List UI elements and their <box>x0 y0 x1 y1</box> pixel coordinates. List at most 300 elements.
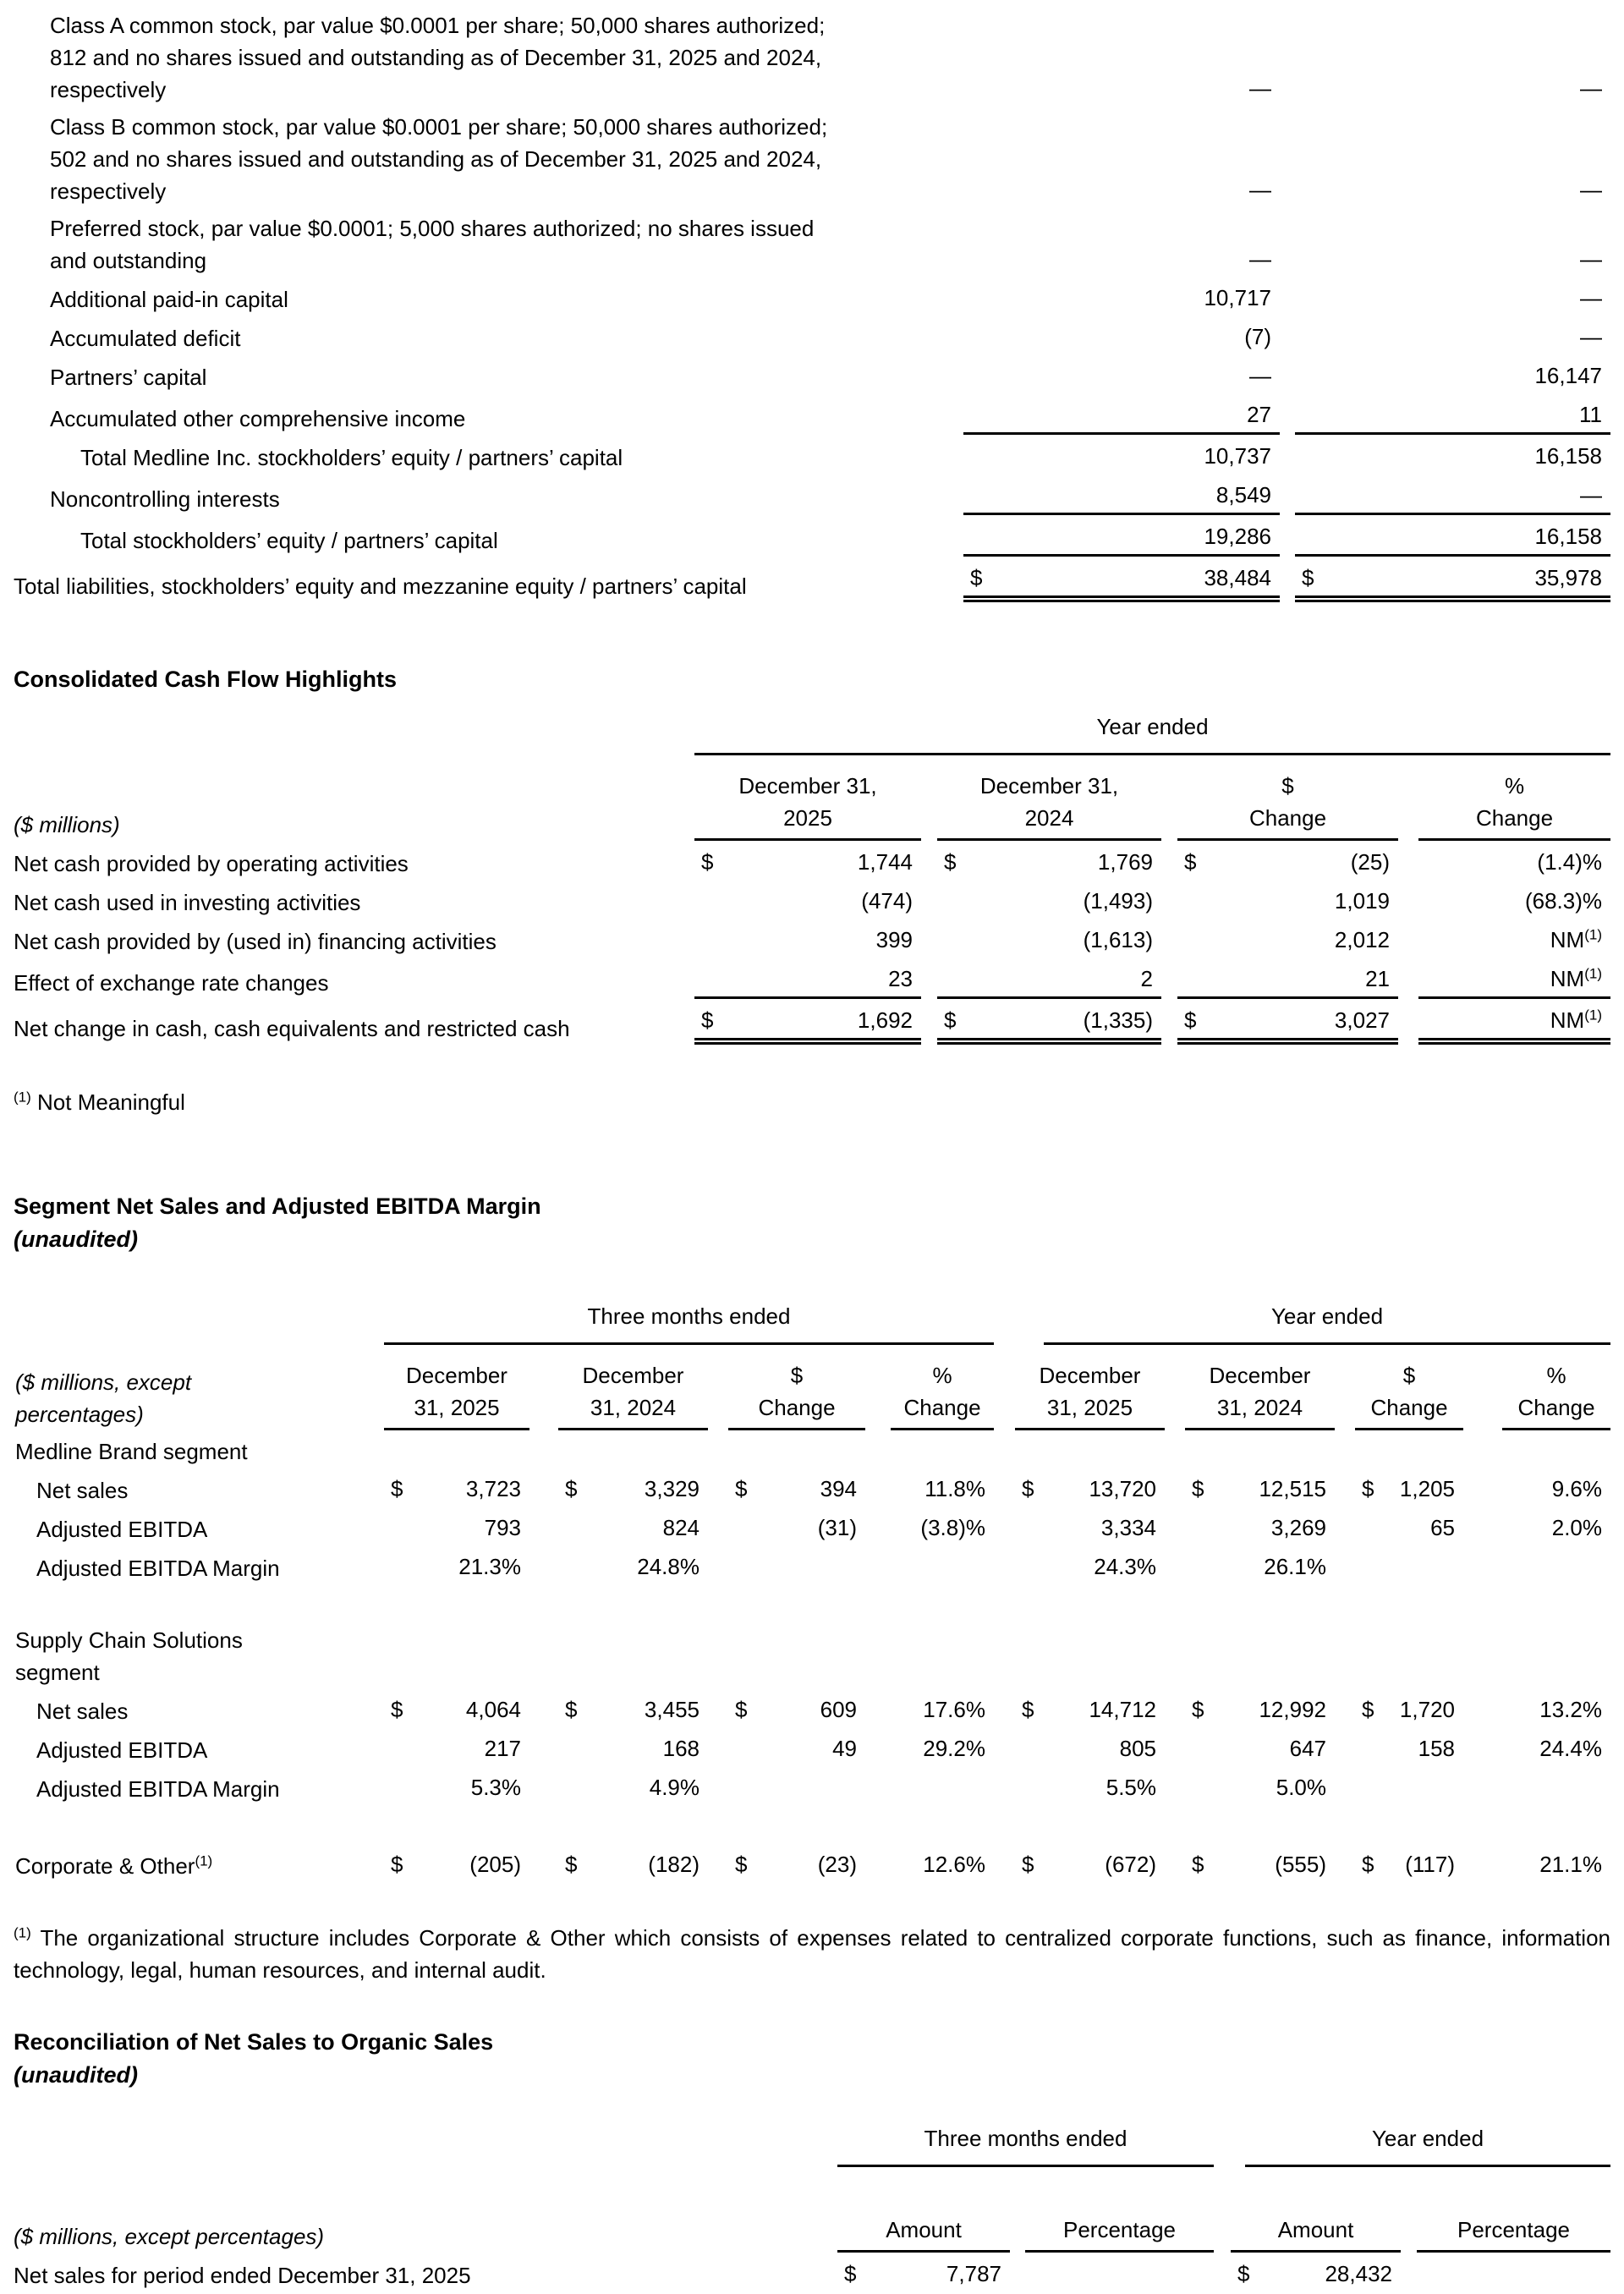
value-cell <box>963 318 1280 357</box>
column-header: December 31, 2024 <box>1165 1347 1335 1433</box>
cell-value: (182) <box>648 1852 700 1877</box>
cell-value: 28,432 <box>1325 2261 1392 2286</box>
column-header-row <box>14 1347 1610 1433</box>
column-header: Percentage <box>1010 2170 1214 2255</box>
cell-value: 26.1% <box>1264 1554 1326 1579</box>
cell-value: 609 <box>820 1697 857 1722</box>
cell-value: 24.3% <box>1094 1554 1156 1579</box>
value-cell <box>529 1587 708 1691</box>
table-row <box>14 882 1610 921</box>
cell-value: 10,717 <box>1204 285 1271 310</box>
value-cell <box>1398 960 1610 1002</box>
table-row <box>14 960 1610 1002</box>
cell-value: (68.3)% <box>1524 888 1602 914</box>
cash-flow-section <box>14 662 1624 1118</box>
cell-value: 5.0% <box>1276 1775 1326 1800</box>
value-cell <box>963 437 1280 476</box>
cell-value: 1,720 <box>1399 1697 1455 1722</box>
column-header: December 31, 2025 <box>384 1347 529 1433</box>
value-cell <box>1165 1509 1335 1548</box>
cell-value: 3,027 <box>1334 1007 1390 1033</box>
footnote-ref: (1) <box>195 1852 213 1869</box>
cell-value: 217 <box>484 1736 521 1761</box>
row-label: Effect of exchange rate changes <box>14 970 329 996</box>
cell-value: 10,737 <box>1204 443 1271 469</box>
value-cell <box>1165 1808 1335 1885</box>
cell-value: (205) <box>469 1852 521 1877</box>
value-cell <box>1280 437 1610 476</box>
value-cell <box>963 210 1280 279</box>
value-cell <box>529 1433 708 1470</box>
unaudited-note: (unaudited) <box>14 2062 138 2088</box>
currency-symbol: $ <box>565 1697 578 1722</box>
cell-value: 38,484 <box>1204 565 1271 590</box>
currency-symbol: $ <box>1022 1697 1034 1722</box>
column-header: Amount <box>837 2170 1010 2255</box>
spanner-row <box>14 1298 1610 1347</box>
cell-value: 5.5% <box>1106 1775 1156 1800</box>
table-row <box>14 437 1610 476</box>
value-cell <box>1398 1002 1610 1047</box>
value-cell <box>384 1769 529 1808</box>
value-cell <box>384 1730 529 1769</box>
cell-value: 168 <box>662 1736 700 1761</box>
cell-value: 3,269 <box>1270 1515 1326 1540</box>
unaudited-note: (unaudited) <box>14 1227 138 1252</box>
cell-value: 19,286 <box>1204 524 1271 549</box>
cell-value: 9.6% <box>1551 1476 1602 1501</box>
value-cell <box>529 1509 708 1548</box>
value-cell <box>1165 1433 1335 1470</box>
cell-value: 3,329 <box>644 1476 700 1501</box>
value-cell <box>708 1769 865 1808</box>
column-header: Amount <box>1214 2170 1401 2255</box>
value-cell <box>384 1808 529 1885</box>
value-cell <box>994 1769 1165 1808</box>
value-cell <box>963 357 1280 396</box>
cell-value: — <box>1580 177 1602 202</box>
value-cell <box>865 1433 994 1470</box>
value-cell <box>1398 921 1610 960</box>
reconciliation-section <box>14 2025 1624 2294</box>
value-cell <box>384 1509 529 1548</box>
table-row <box>14 210 1610 279</box>
value-cell <box>1161 843 1398 882</box>
column-header: December 31, 2024 <box>921 758 1161 843</box>
value-cell <box>963 518 1280 559</box>
spanner-row <box>14 2120 1610 2170</box>
cash-flow-table <box>14 708 1610 1047</box>
column-header: December 31, 2024 <box>529 1347 708 1433</box>
currency-symbol: $ <box>1192 1476 1204 1501</box>
value-cell <box>529 1470 708 1509</box>
currency-symbol: $ <box>1362 1697 1374 1722</box>
cell-value: 16,158 <box>1534 524 1602 549</box>
currency-symbol: $ <box>735 1476 748 1501</box>
value-cell <box>921 882 1161 921</box>
value-cell <box>1335 1509 1463 1548</box>
value-cell <box>921 960 1161 1002</box>
cell-value: (1,335) <box>1083 1007 1153 1033</box>
table-row <box>14 843 1610 882</box>
cell-value: 23 <box>888 966 913 991</box>
units-note: ($ millions) <box>14 812 120 837</box>
value-cell <box>529 1808 708 1885</box>
value-cell <box>994 1433 1165 1470</box>
table-row <box>14 1433 1610 1470</box>
value-cell <box>865 1509 994 1548</box>
value-cell <box>1463 1769 1610 1808</box>
cell-value: 1,744 <box>857 849 913 875</box>
cell-value: 3,455 <box>644 1697 700 1722</box>
cell-value: — <box>1249 246 1271 272</box>
value-cell <box>1463 1587 1610 1691</box>
row-label: Total liabilities, stockholders’ equity and mezzanine equity / partners’ capital <box>14 574 747 599</box>
cell-value: 399 <box>875 927 913 952</box>
footnote-ref: (1) <box>1584 965 1602 982</box>
value-cell <box>865 1691 994 1730</box>
value-cell <box>1280 108 1610 210</box>
row-label: Accumulated other comprehensive income <box>50 406 466 431</box>
spanner-row <box>14 708 1610 758</box>
value-cell <box>694 1002 921 1047</box>
table-row <box>14 1587 1610 1691</box>
table-row <box>14 1691 1610 1730</box>
value-cell <box>1463 1509 1610 1548</box>
currency-symbol: $ <box>1184 1007 1197 1033</box>
row-label: Additional paid-in capital <box>50 287 288 312</box>
cell-value: (1,493) <box>1083 888 1153 914</box>
three-months-spanner: Three months ended <box>837 2120 1214 2170</box>
row-label: Medline Brand segment <box>15 1439 248 1464</box>
column-header-row <box>14 758 1610 843</box>
cell-value: 12.6% <box>923 1852 985 1877</box>
value-cell <box>694 960 921 1002</box>
value-cell <box>708 1808 865 1885</box>
table-row <box>14 357 1610 396</box>
currency-symbol: $ <box>844 2261 857 2286</box>
value-cell <box>994 1470 1165 1509</box>
table-row <box>14 1730 1610 1769</box>
cell-value: (555) <box>1275 1852 1326 1877</box>
table-row <box>14 318 1610 357</box>
value-cell <box>384 1587 529 1691</box>
value-cell <box>1463 1808 1610 1885</box>
column-header: Percentage <box>1401 2170 1610 2255</box>
value-cell <box>1165 1769 1335 1808</box>
cell-value: 2.0% <box>1551 1515 1602 1540</box>
cell-value: NM$^{(1)}$ <box>1550 965 1602 991</box>
cell-value: (31) <box>817 1515 857 1540</box>
cell-value: 1,019 <box>1334 888 1390 914</box>
section-title: Consolidated Cash Flow Highlights <box>14 667 398 692</box>
cell-value: 12,515 <box>1259 1476 1326 1501</box>
cell-value: (23) <box>817 1852 857 1877</box>
value-cell <box>1280 318 1610 357</box>
cell-value: 1,769 <box>1097 849 1153 875</box>
cell-value: 4,064 <box>465 1697 521 1722</box>
row-label: Net cash used in investing activities <box>14 890 361 915</box>
value-cell <box>1214 2255 1401 2294</box>
units-note: ($ millions, except percentages) <box>14 2224 325 2249</box>
section-title: Segment Net Sales and Adjusted EBITDA Margin <box>14 1194 541 1219</box>
value-cell <box>994 1587 1165 1691</box>
table-row <box>14 559 1610 605</box>
table-row <box>14 476 1610 518</box>
cell-value: — <box>1249 363 1271 388</box>
section-title: Reconciliation of Net Sales to Organic Sales <box>14 2029 494 2055</box>
year-ended-spanner: Year ended <box>1214 2120 1610 2170</box>
currency-symbol: $ <box>1022 1476 1034 1501</box>
value-cell <box>921 1002 1161 1047</box>
value-cell <box>865 1548 994 1587</box>
cell-value: 8,549 <box>1215 482 1271 508</box>
value-cell <box>708 1548 865 1587</box>
cell-value: 11.8% <box>924 1476 985 1501</box>
currency-symbol: $ <box>1362 1852 1374 1877</box>
value-cell <box>1335 1808 1463 1885</box>
cell-value: 21 <box>1365 966 1390 991</box>
value-cell <box>1463 1433 1610 1470</box>
value-cell <box>1161 1002 1398 1047</box>
value-cell <box>1463 1548 1610 1587</box>
value-cell <box>708 1470 865 1509</box>
value-cell <box>994 1808 1165 1885</box>
cell-value: (474) <box>861 888 913 914</box>
table-row <box>14 108 1610 210</box>
column-header: $ Change <box>1161 758 1398 843</box>
value-cell <box>837 2255 1010 2294</box>
value-cell <box>1280 357 1610 396</box>
cell-value: NM$^{(1)}$ <box>1550 1007 1602 1033</box>
row-label: Net sales for period ended December 31, 2025 <box>14 2263 471 2288</box>
row-label: Net sales <box>36 1478 129 1503</box>
row-label: Total stockholders’ equity / partners’ capital <box>80 528 498 553</box>
column-header: % Change <box>1398 758 1610 843</box>
value-cell <box>1335 1691 1463 1730</box>
value-cell <box>921 921 1161 960</box>
value-cell <box>865 1470 994 1509</box>
value-cell <box>1280 396 1610 437</box>
value-cell <box>384 1548 529 1587</box>
value-cell <box>1463 1730 1610 1769</box>
cell-value: 24.4% <box>1539 1736 1602 1761</box>
value-cell <box>1280 7 1610 108</box>
value-cell <box>1165 1691 1335 1730</box>
currency-symbol: $ <box>391 1476 403 1501</box>
value-cell <box>963 559 1280 605</box>
cell-value: (1.4)% <box>1537 849 1602 875</box>
table-row <box>14 1548 1610 1587</box>
equity-table <box>14 7 1610 605</box>
row-label: Net sales <box>36 1699 129 1724</box>
value-cell <box>1280 210 1610 279</box>
column-header-row <box>14 2170 1610 2255</box>
cell-value: (672) <box>1105 1852 1156 1877</box>
value-cell <box>529 1691 708 1730</box>
value-cell <box>1401 2255 1610 2294</box>
value-cell <box>963 279 1280 318</box>
table-row <box>14 396 1610 437</box>
value-cell <box>994 1509 1165 1548</box>
column-header: % Change <box>1463 1347 1610 1433</box>
value-cell <box>694 921 921 960</box>
column-header: December 31, 2025 <box>994 1347 1165 1433</box>
row-label: Supply Chain Solutions segment <box>15 1627 243 1685</box>
currency-symbol: $ <box>391 1697 403 1722</box>
currency-symbol: $ <box>701 849 714 875</box>
cell-value: 2,012 <box>1334 927 1390 952</box>
currency-symbol: $ <box>735 1697 748 1722</box>
value-cell <box>1165 1470 1335 1509</box>
value-cell <box>1165 1548 1335 1587</box>
row-label: Adjusted EBITDA Margin <box>36 1776 280 1802</box>
table-row <box>14 1470 1610 1509</box>
value-cell <box>1161 882 1398 921</box>
value-cell <box>865 1808 994 1885</box>
cell-value: (25) <box>1350 849 1390 875</box>
value-cell <box>529 1769 708 1808</box>
segment-section <box>14 1189 1624 1986</box>
currency-symbol: $ <box>565 1852 578 1877</box>
cell-value: 11 <box>1579 402 1602 427</box>
value-cell <box>994 1691 1165 1730</box>
value-cell <box>1280 559 1610 605</box>
value-cell <box>708 1730 865 1769</box>
cell-value: 12,992 <box>1259 1697 1326 1722</box>
cell-value: — <box>1580 246 1602 272</box>
row-label: Class B common stock, par value $0.0001 per share; 50,000 shares authorized; 502 and no shares issued and outstanding as of December 31, 2025 and 2024, respectively <box>50 114 828 204</box>
row-label: Accumulated deficit <box>50 326 241 351</box>
column-header: $ Change <box>708 1347 865 1433</box>
cell-value: 27 <box>1247 402 1271 427</box>
currency-symbol: $ <box>565 1476 578 1501</box>
row-label: Partners’ capital <box>50 365 207 390</box>
value-cell <box>865 1730 994 1769</box>
table-row <box>14 1509 1610 1548</box>
value-cell <box>994 1730 1165 1769</box>
value-cell <box>1161 921 1398 960</box>
cell-value: 3,334 <box>1100 1515 1156 1540</box>
cell-value: 647 <box>1289 1736 1326 1761</box>
value-cell <box>1010 2255 1214 2294</box>
cell-value: 35,978 <box>1534 565 1602 590</box>
value-cell <box>1335 1548 1463 1587</box>
cell-value: 21.3% <box>458 1554 521 1579</box>
table-row <box>14 2255 1610 2294</box>
footnote-ref: (1) <box>1584 926 1602 943</box>
cell-value: 65 <box>1430 1515 1455 1540</box>
column-header: % Change <box>865 1347 994 1433</box>
value-cell <box>708 1509 865 1548</box>
currency-symbol: $ <box>1192 1852 1204 1877</box>
value-cell <box>1463 1470 1610 1509</box>
cell-value: 1,692 <box>857 1007 913 1033</box>
value-cell <box>1280 279 1610 318</box>
cell-value: 21.1% <box>1539 1852 1602 1877</box>
value-cell <box>963 396 1280 437</box>
cell-value: 805 <box>1119 1736 1156 1761</box>
currency-symbol: $ <box>1362 1476 1374 1501</box>
value-cell <box>1463 1691 1610 1730</box>
table-row <box>14 1808 1610 1885</box>
value-cell <box>1398 843 1610 882</box>
cell-value: 49 <box>832 1736 857 1761</box>
segment-table <box>14 1298 1610 1885</box>
cell-value: 1,205 <box>1399 1476 1455 1501</box>
footnote-corporate-other: $^{(1)}$ The organizational structure includes Corporate & Other which consists of expenses related to centralized corporate functions, such as finance, information technology, legal, human resources, and internal audit. <box>14 1924 1610 1983</box>
value-cell <box>708 1587 865 1691</box>
value-cell <box>529 1548 708 1587</box>
value-cell <box>865 1587 994 1691</box>
stockholders-equity-section <box>14 7 1624 605</box>
cell-value: 13,720 <box>1089 1476 1156 1501</box>
value-cell <box>1165 1587 1335 1691</box>
table-row <box>14 921 1610 960</box>
year-ended-spanner: Year ended <box>994 1298 1610 1347</box>
cell-value: 3,723 <box>465 1476 521 1501</box>
value-cell <box>384 1433 529 1470</box>
value-cell <box>708 1433 865 1470</box>
cell-value: — <box>1580 285 1602 310</box>
value-cell <box>1335 1730 1463 1769</box>
cell-value: 17.6% <box>923 1697 985 1722</box>
table-row <box>14 7 1610 108</box>
currency-symbol: $ <box>944 1007 957 1033</box>
cell-value: 16,147 <box>1534 363 1602 388</box>
cell-value: 793 <box>484 1515 521 1540</box>
table-row <box>14 1769 1610 1808</box>
value-cell <box>1165 1730 1335 1769</box>
cell-value: (7) <box>1244 324 1271 349</box>
three-months-spanner: Three months ended <box>384 1298 994 1347</box>
row-label: Noncontrolling interests <box>50 486 280 512</box>
value-cell <box>1280 518 1610 559</box>
value-cell <box>384 1691 529 1730</box>
row-label: Class A common stock, par value $0.0001 per share; 50,000 shares authorized; 812 and no shares issued and outstanding as of December 31, 2025 and 2024, respectively <box>50 13 826 102</box>
currency-symbol: $ <box>391 1852 403 1877</box>
value-cell <box>865 1769 994 1808</box>
cell-value: 2 <box>1140 966 1153 991</box>
value-cell <box>994 1548 1165 1587</box>
cell-value: 24.8% <box>637 1554 700 1579</box>
row-label: Adjusted EBITDA Margin <box>36 1556 280 1581</box>
value-cell <box>1335 1470 1463 1509</box>
reconciliation-table <box>14 2120 1610 2294</box>
footnote-not-meaningful: $^{(1)}$ Not Meaningful <box>14 1089 185 1115</box>
footnote-ref: (1) <box>1584 1007 1602 1024</box>
cell-value: 14,712 <box>1089 1697 1156 1722</box>
cell-value: — <box>1580 75 1602 101</box>
table-row <box>14 279 1610 318</box>
units-note: ($ millions, except percentages) <box>15 1369 192 1427</box>
footnote-marker: (1) <box>14 1924 31 1941</box>
cell-value: 7,787 <box>946 2261 1001 2286</box>
table-row <box>14 518 1610 559</box>
column-header: December 31, 2025 <box>694 758 921 843</box>
row-label: Adjusted EBITDA <box>36 1517 208 1542</box>
currency-symbol: $ <box>944 849 957 875</box>
value-cell <box>1335 1433 1463 1470</box>
row-label: Total Medline Inc. stockholders’ equity / partners’ capital <box>80 445 623 470</box>
value-cell <box>1398 882 1610 921</box>
cell-value: 158 <box>1418 1736 1455 1761</box>
value-cell <box>708 1691 865 1730</box>
row-label: Adjusted EBITDA <box>36 1737 208 1763</box>
currency-symbol: $ <box>701 1007 714 1033</box>
value-cell <box>694 843 921 882</box>
value-cell <box>963 108 1280 210</box>
